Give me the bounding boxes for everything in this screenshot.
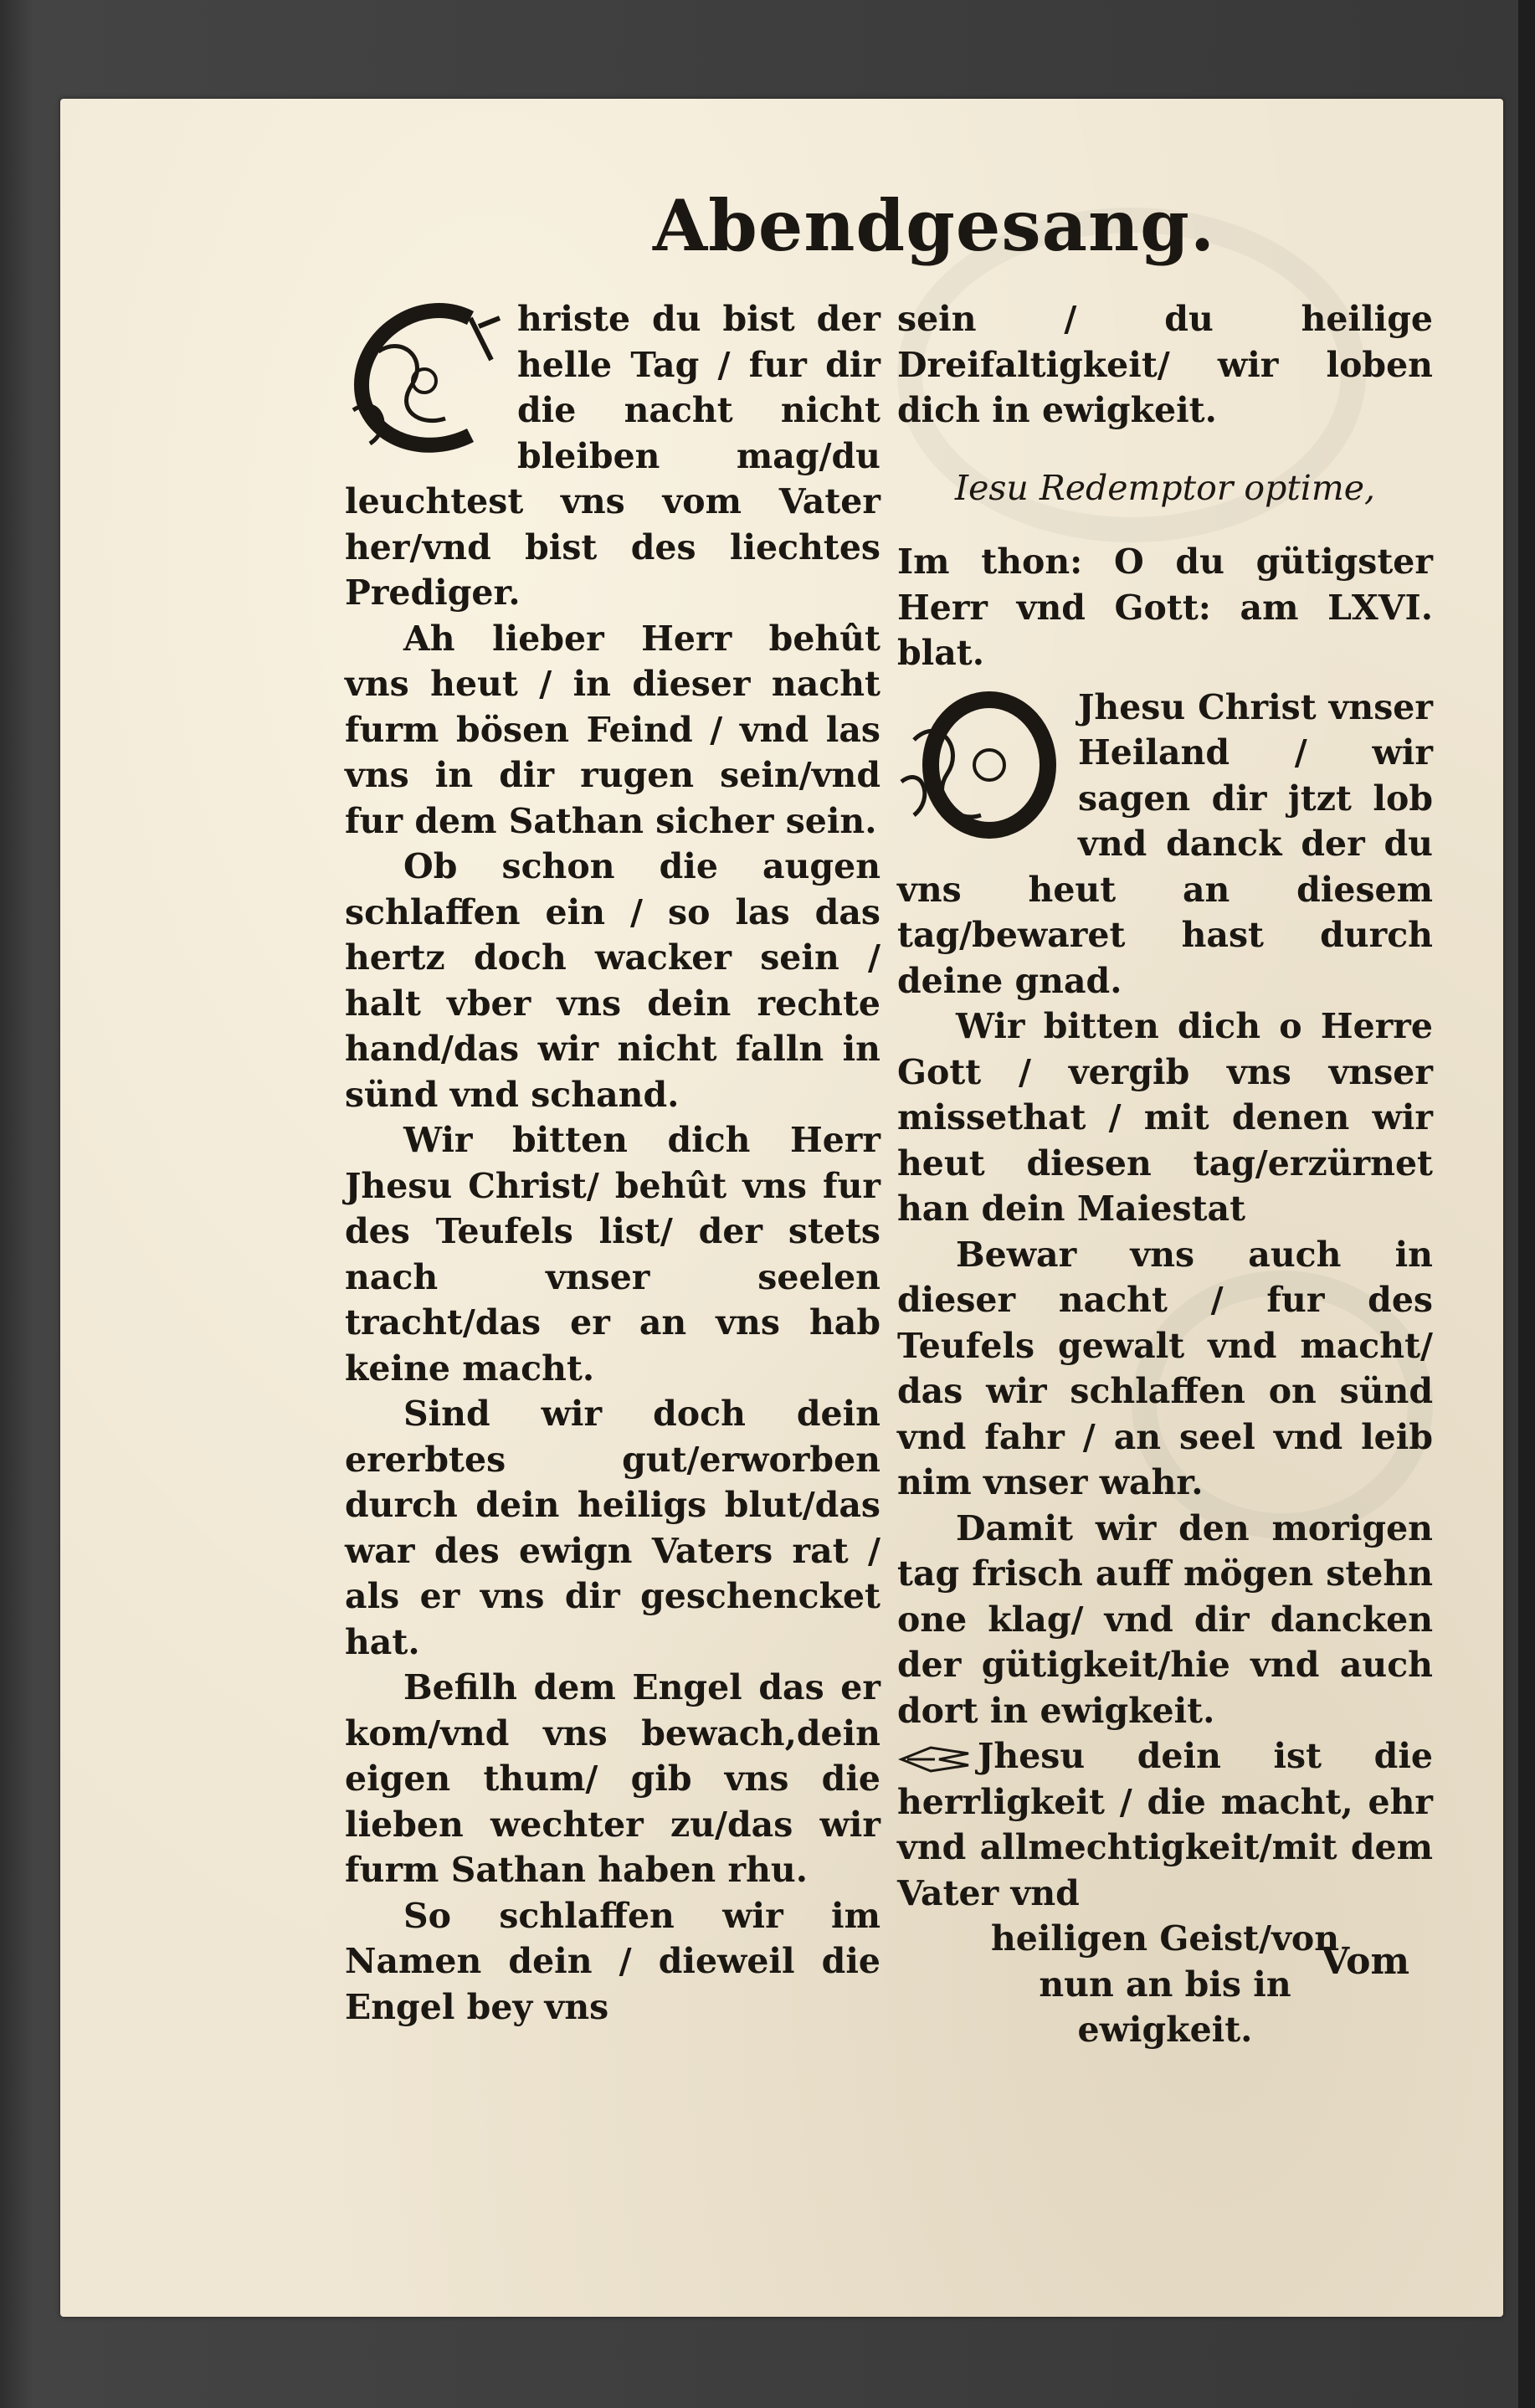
page-title: Abendgesang. <box>653 184 1216 267</box>
doxology <box>897 1733 1433 1916</box>
stanza-continuation: sein / du heilige Dreifaltigkeit/ wir loben dich in ewigkeit. <box>897 299 1433 430</box>
ornamental-initial-c-icon <box>345 301 504 460</box>
scan-edge <box>1518 0 1535 2408</box>
stanza: Ob schon die augen schlaffen ein / so las das hertz doch wacker sein / halt vber vns dein rechte hand/das wir nicht falln in sünd vnd schand. <box>345 846 880 1115</box>
right-column <box>897 296 1433 2053</box>
decorated-initial <box>345 301 504 460</box>
stanza: Ah lieber Herr behût vns heut / in dieser nacht furm bösen Feind / vnd las vns in dir rugen sein/vnd fur dem Sathan sicher sein. <box>345 618 880 841</box>
catchword: Vom <box>1321 1940 1410 1983</box>
hymn-latin-title: Iesu Redemptor optime, <box>954 467 1376 508</box>
ornamental-initial-o-icon <box>897 690 1065 840</box>
melody-note: Im thon: O du gütigster Herr vnd Gott: am LXVI. blat. <box>897 542 1433 673</box>
stanza: Sind wir doch dein ererbtes gut/erworben durch dein heiligs blut/das war des ewign Vaters rat / als er vns dir geschencket hat. <box>345 1394 880 1662</box>
left-column <box>345 296 880 2030</box>
stanza: So schlaffen wir im Namen dein / dieweil die Engel bey vns <box>345 1895 880 2027</box>
stanza: Wir bitten dich Herr Jhesu Christ/ behût vns fur des Teufels list/ der stets nach vnser seelen tracht/das er an vns hab keine macht. <box>345 1120 880 1389</box>
stanza: Wir bitten dich o Herre Gott / vergib vns vnser missethat / mit denen wir heut diesen tag/erzürnet han dein Maiestat <box>897 1006 1433 1229</box>
manicule-icon <box>897 1743 973 1775</box>
decorated-initial <box>897 690 1065 840</box>
first-stanza <box>345 296 880 616</box>
stanza-text: hriste du bist der helle Tag / fur dir die nacht nicht bleiben mag/du leuchtest vns vom Vater her/vnd bist des liechtes Prediger. <box>345 299 880 613</box>
stanza: Bewar vns auch in dieser nacht / fur des Teufels gewalt vnd macht/ das wir schlaffen on sünd vnd fahr / an seel vnd leib nim vnser wahr. <box>897 1234 1433 1502</box>
stanza: Damit wir den morigen tag frisch auff mögen stehn one klag/ vnd dir dancken der gütigkeit/hie vnd auch dort in ewigkeit. <box>897 1507 1433 1731</box>
first-stanza <box>897 685 1433 1004</box>
stanza: Befilh dem Engel das er kom/vnd vns bewach,dein eigen thum/ gib vns die lieben wechter zu/das wir furm Sathan haben rhu. <box>345 1667 880 1890</box>
doxology-tail: heiligen Geist/von nun an bis in ewigkeit. <box>990 1918 1340 2050</box>
doxology-text: Jhesu dein ist die herrligkeit / die macht, ehr vnd allmechtigkeit/mit dem Vater vnd <box>897 1736 1433 1913</box>
stanza-text: Jhesu Christ vnser Heiland / wir sagen dir jtzt lob vnd danck der du vns heut an diesem tag/bewaret hast durch deine gnad. <box>897 686 1433 1001</box>
